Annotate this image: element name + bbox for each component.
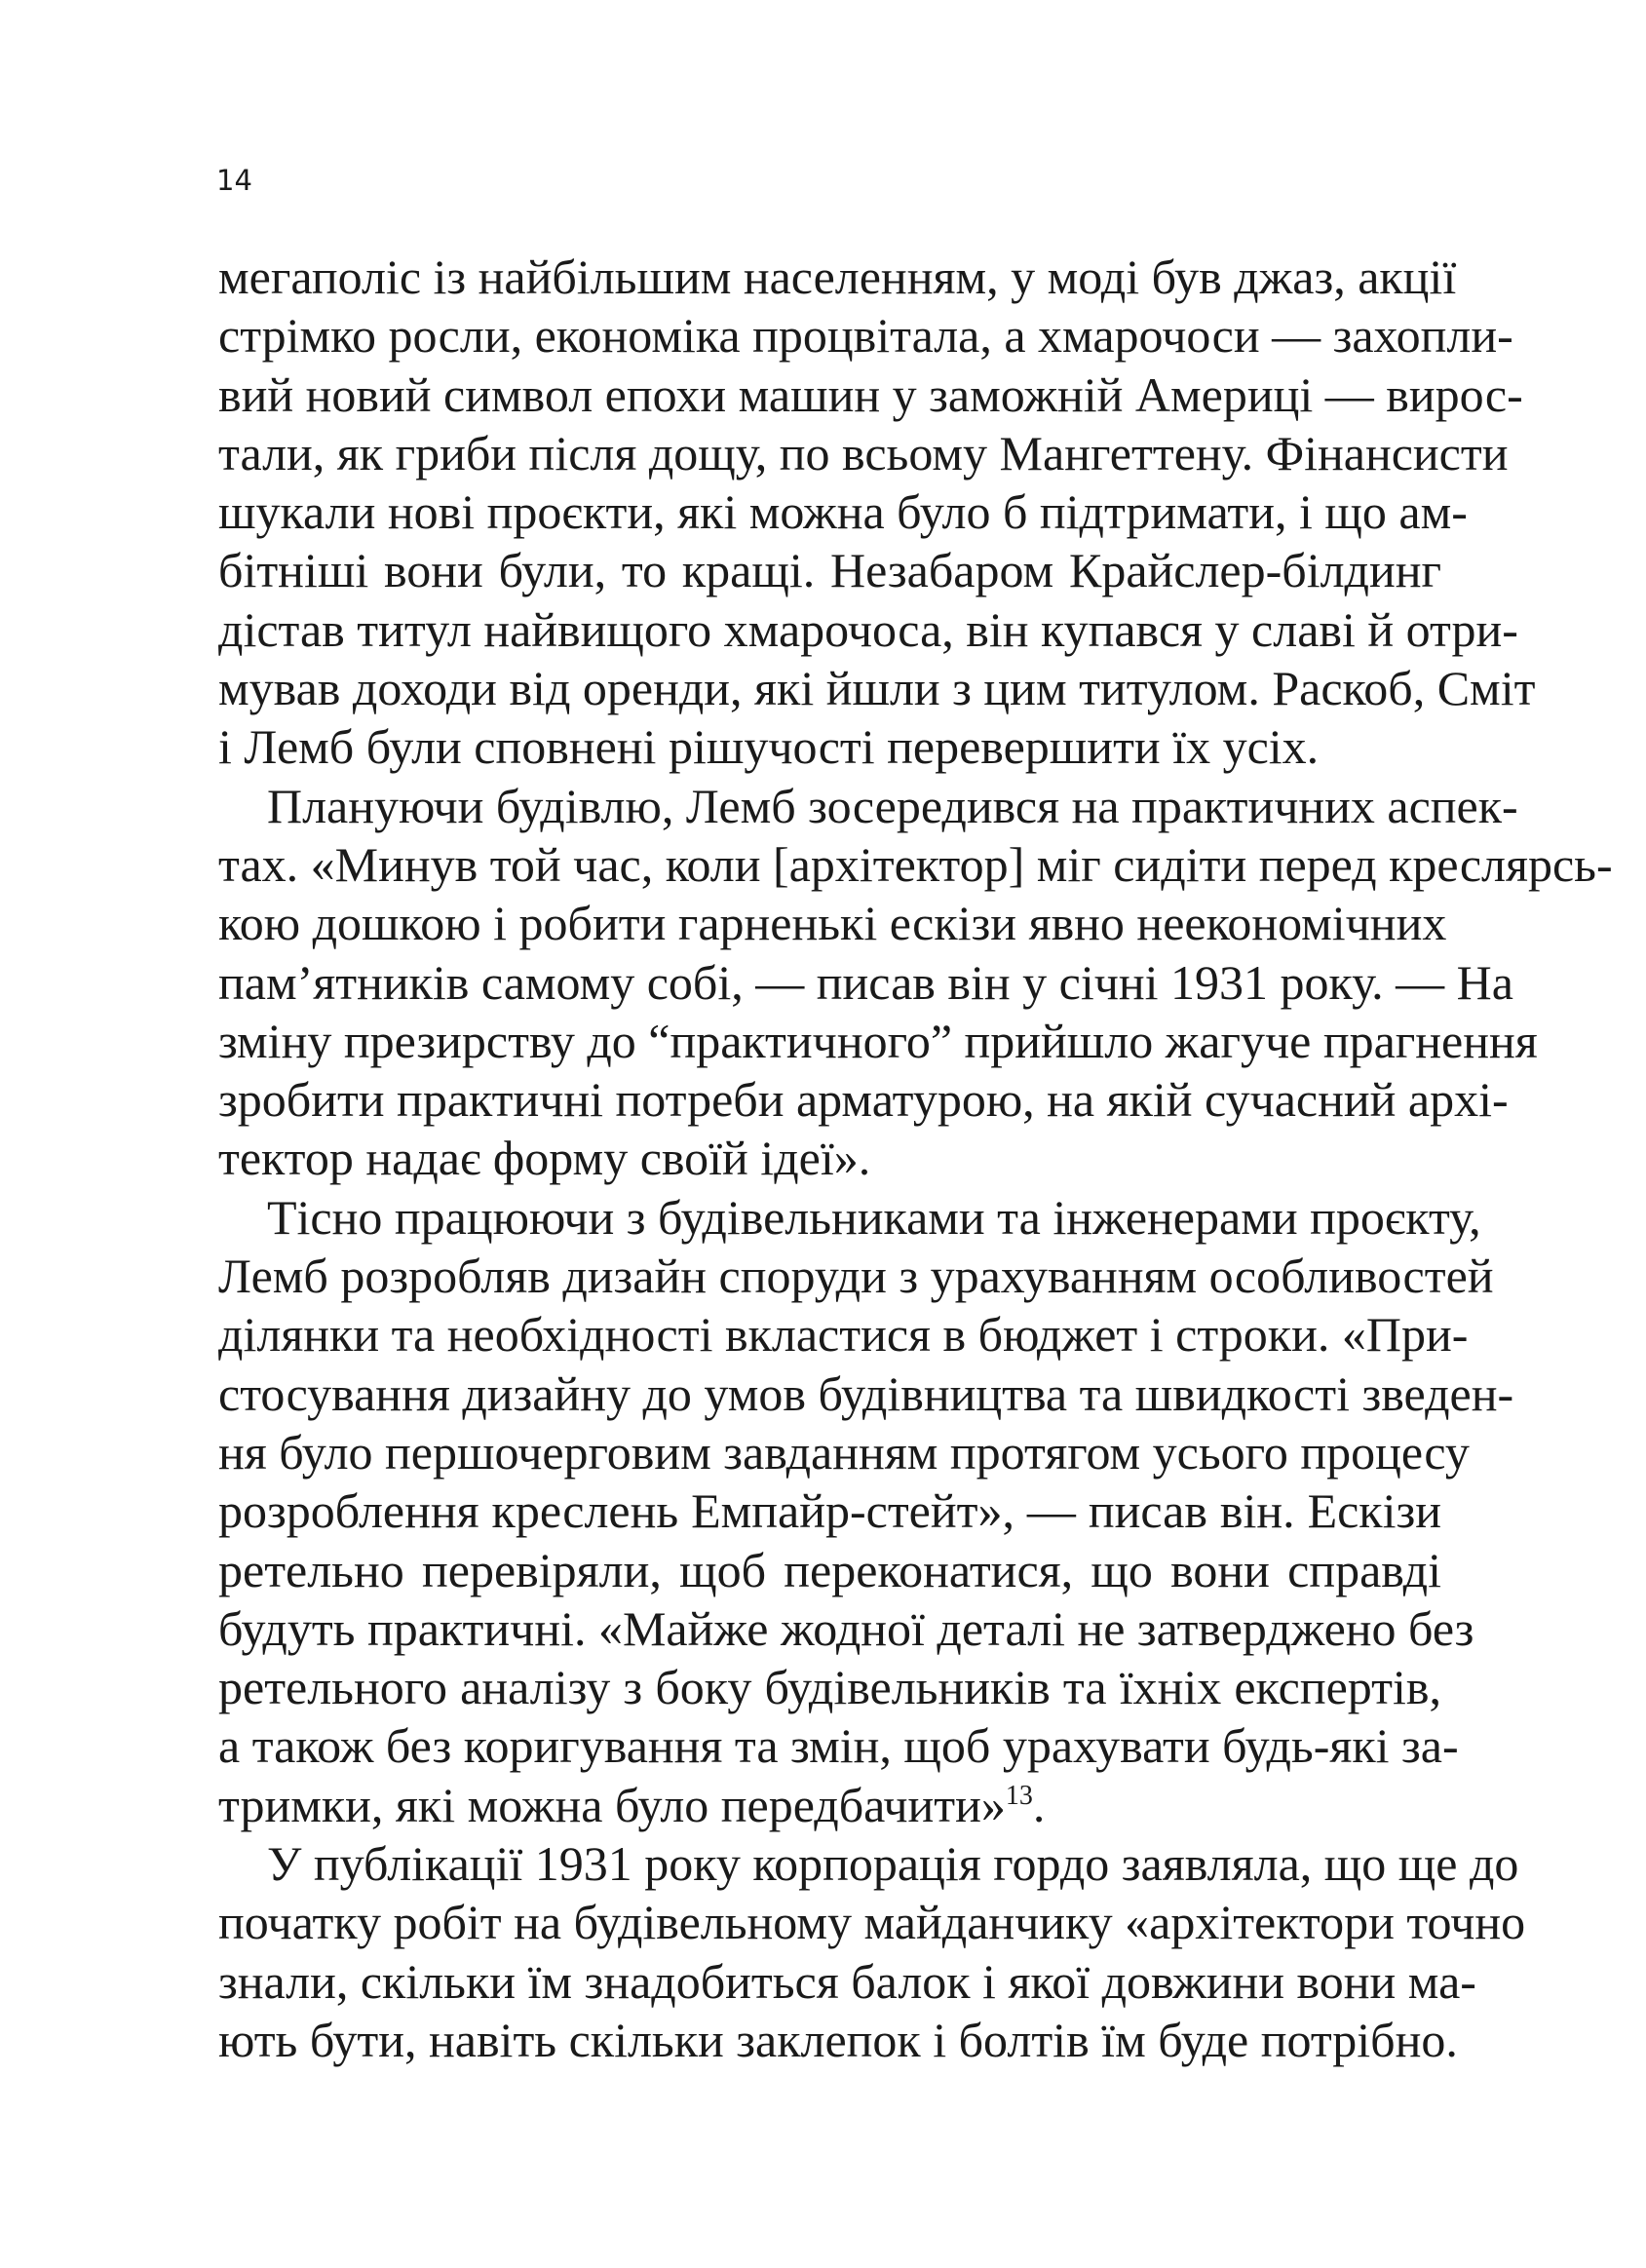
text-line: пам’ятників самому собі, — писав він у січні 1931 року. — На [218, 954, 1513, 1010]
text-line: Тісно працюючи з будівельниками та інженерами проєкту, [267, 1189, 1481, 1245]
text-line: тектор надає форму своїй ідеї». [218, 1131, 871, 1186]
text-line: тали, як гриби після дощу, по всьому Мангеттену. Фінансисти [218, 425, 1509, 481]
text-line: У публікації 1931 року корпорація гордо заявляла, що ще до [267, 1836, 1519, 1892]
text-line: стосування дизайну до умов будівництва та швидкості зведен- [218, 1365, 1514, 1421]
text-line: ділянки та необхідності вкластися в бюджет і строки. «При- [218, 1307, 1469, 1363]
text-line: ретельного аналізу з боку будівельників та їхніх експертів, [218, 1660, 1441, 1715]
text-line: зробити практичні потреби арматурою, на якій сучасний архі- [218, 1072, 1509, 1128]
text-line-with-footnote [218, 1776, 1441, 1834]
text-line: мував доходи від оренди, які йшли з цим титулом. Раскоб, Сміт [218, 661, 1536, 716]
text-line: тримки, які можна було передбачити» [218, 1777, 1006, 1832]
text-line: бітніші вони були, то кращі. Незабаром Крайслер-білдинг [218, 543, 1441, 598]
text-line: розроблення креслень Емпайр-стейт», — писав він. Ескізи [218, 1483, 1441, 1539]
page-number: 14 [216, 164, 252, 197]
text-line: шукали нові проєкти, які можна було б підтримати, і що ам- [218, 484, 1468, 540]
text-line: тах. «Минув той час, коли [архітектор] міг сидіти перед креслярсь- [218, 836, 1613, 892]
text-line: будуть практичні. «Майже жодної деталі не затверджено без [218, 1600, 1474, 1656]
text-line: дістав титул найвищого хмарочоса, він купався у славі й отри- [218, 601, 1518, 657]
text-line: ня було першочерговим завданням протягом усього процесу [218, 1424, 1470, 1480]
text-line: і Лемб були сповнені рішучості перевершити їх усіх. [218, 719, 1320, 775]
text-line: початку робіт на будівельному майданчику «архітектори точно [218, 1895, 1526, 1950]
paragraph-4 [218, 1834, 1526, 2069]
text-line: Лемб розробляв дизайн споруди з урахуванням особливостей [218, 1249, 1494, 1304]
paragraph-3 [218, 1188, 1514, 1834]
text-line: ретельно перевіряли, щоб переконатися, що вони справді [218, 1542, 1441, 1597]
text-line: зміну презирству до “практичного” прийшло жагуче прагнення [218, 1013, 1538, 1068]
text-line: а також без коригування та змін, щоб урахувати будь-які за- [218, 1718, 1459, 1774]
text-line: мегаполіс із найбільшим населенням, у моді був джаз, акції [218, 250, 1457, 304]
text-line: вий новий символ епохи машин у заможній Америці — вирос- [218, 366, 1523, 422]
body-text [218, 248, 1613, 2069]
footnote-trailing-punctuation: . [1032, 1777, 1046, 1832]
text-line: кою дошкою і робити гарненькі ескізи явно неекономічних [218, 896, 1447, 951]
text-line: ють бути, навіть скільки заклепок і болтів їм буде потрібно. [218, 2012, 1458, 2067]
text-line: знали, скільки їм знадобиться балок і якої довжини вони ма- [218, 1953, 1476, 2009]
text-line: Плануючи будівлю, Лемб зосередився на практичних аспек- [267, 778, 1518, 833]
footnote-reference: 13 [1005, 1780, 1033, 1811]
paragraph-2 [218, 777, 1613, 1188]
text-line: стрімко росли, економіка процвітала, а хмарочоси — захопли- [218, 308, 1513, 364]
paragraph-1 [218, 248, 1536, 777]
